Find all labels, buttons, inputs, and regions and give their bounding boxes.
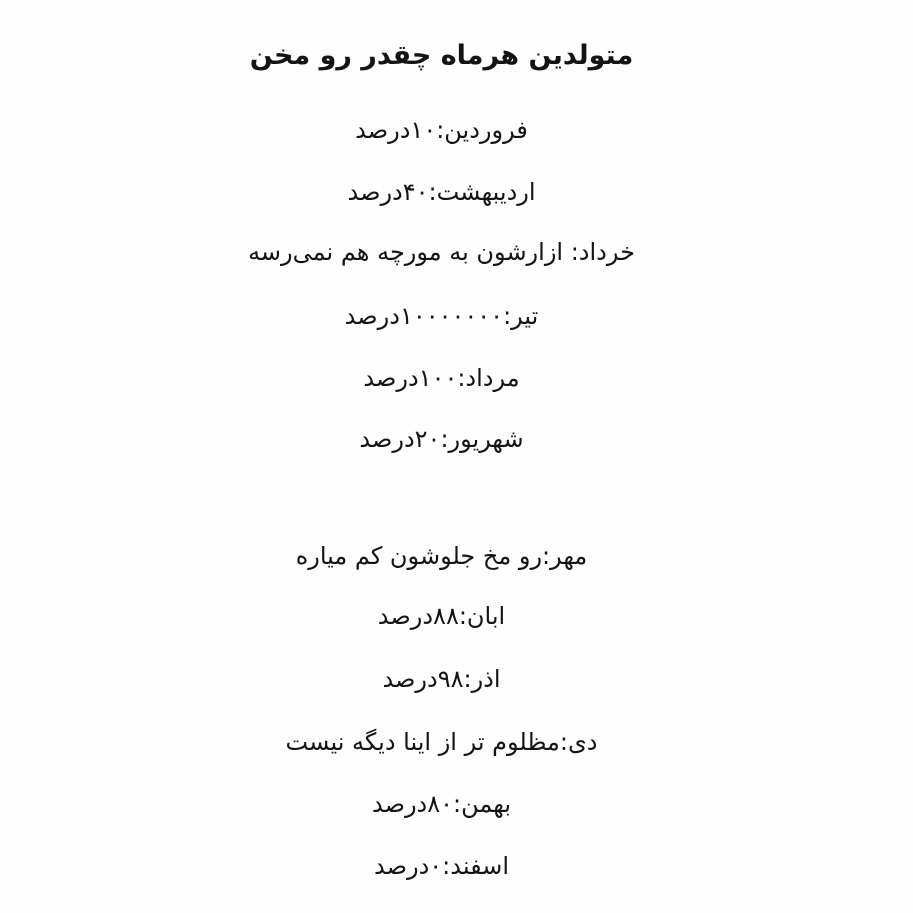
month-line-tir: تیر:۱۰۰۰۰۰۰۰درصد [344,302,539,330]
month-line-aban: ابان:۸۸درصد [377,602,506,630]
month-line-ordibehesht: اردیبهشت:۴۰درصد [347,178,536,206]
month-line-farvardin: فروردین:۱۰درصد [355,116,528,144]
month-line-esfand: اسفند:۰درصد [374,852,509,880]
month-line-azar: اذر:۹۸درصد [382,665,501,693]
month-line-mehr: مهر:رو مخ جلوشون کم میاره [295,542,588,570]
month-line-mordad: مرداد:۱۰۰درصد [363,364,520,392]
month-line-shahrivar: شهریور:۲۰درصد [359,425,524,453]
month-line-khordad: خرداد: ازارشون به مورچه هم نمی‌رسه [248,238,635,266]
month-line-bahman: بهمن:۸۰درصد [371,790,512,818]
document-title: متولدین هرماه چقدر رو مخن [249,40,634,71]
month-line-dey: دی:مظلوم تر از اینا دیگه نیست [285,728,598,756]
